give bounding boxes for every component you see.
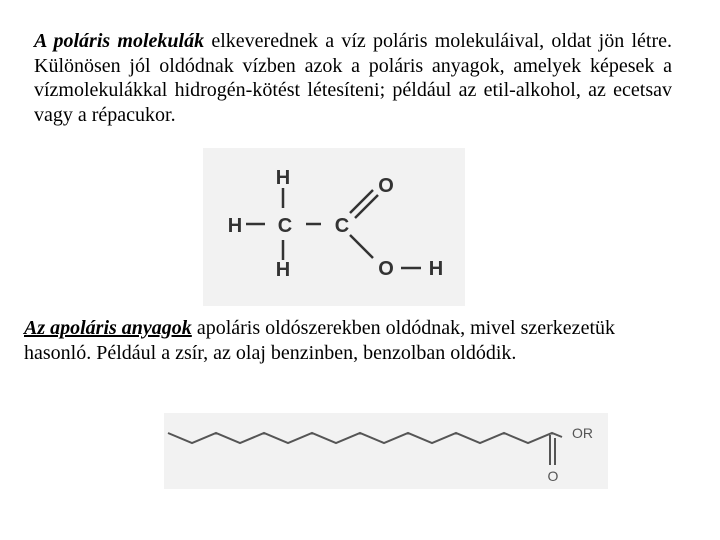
acetic-acid-structure (203, 148, 465, 306)
atom-c2: C (334, 215, 350, 237)
atom-h-bottom: H (275, 259, 291, 281)
apolar-paragraph (24, 316, 664, 365)
atom-c1: C (277, 215, 293, 237)
polar-paragraph (34, 29, 672, 127)
fatty-acid-chain-structure (164, 413, 608, 489)
atom-h-left: H (227, 215, 243, 237)
polar-lead: A poláris molekulák (34, 30, 205, 52)
atom-o-double: O (378, 175, 394, 197)
polar-text: elkeverednek a víz poláris molekuláival, oldat jön létre. Különösen jól oldódnak vízben azok a poláris anyagok, amelyek képesek a vízmolekulákkal hidrogén-kötést létesíteni; például az etil-alkohol, az ecetsav vagy a répacukor. (34, 30, 672, 126)
carbonyl-o-label: O (547, 468, 559, 484)
apolar-lead: Az apoláris anyagok (24, 317, 192, 339)
atom-o-single: O (378, 258, 394, 280)
atom-h-top: H (275, 167, 291, 189)
atom-h-oh: H (428, 258, 444, 280)
apolar-text: apoláris oldószerekben oldódnak, mivel szerkezetük hasonló. Például a zsír, az olaj benzinben, benzolban oldódik. (24, 317, 615, 364)
ester-or-label: OR (572, 425, 593, 441)
